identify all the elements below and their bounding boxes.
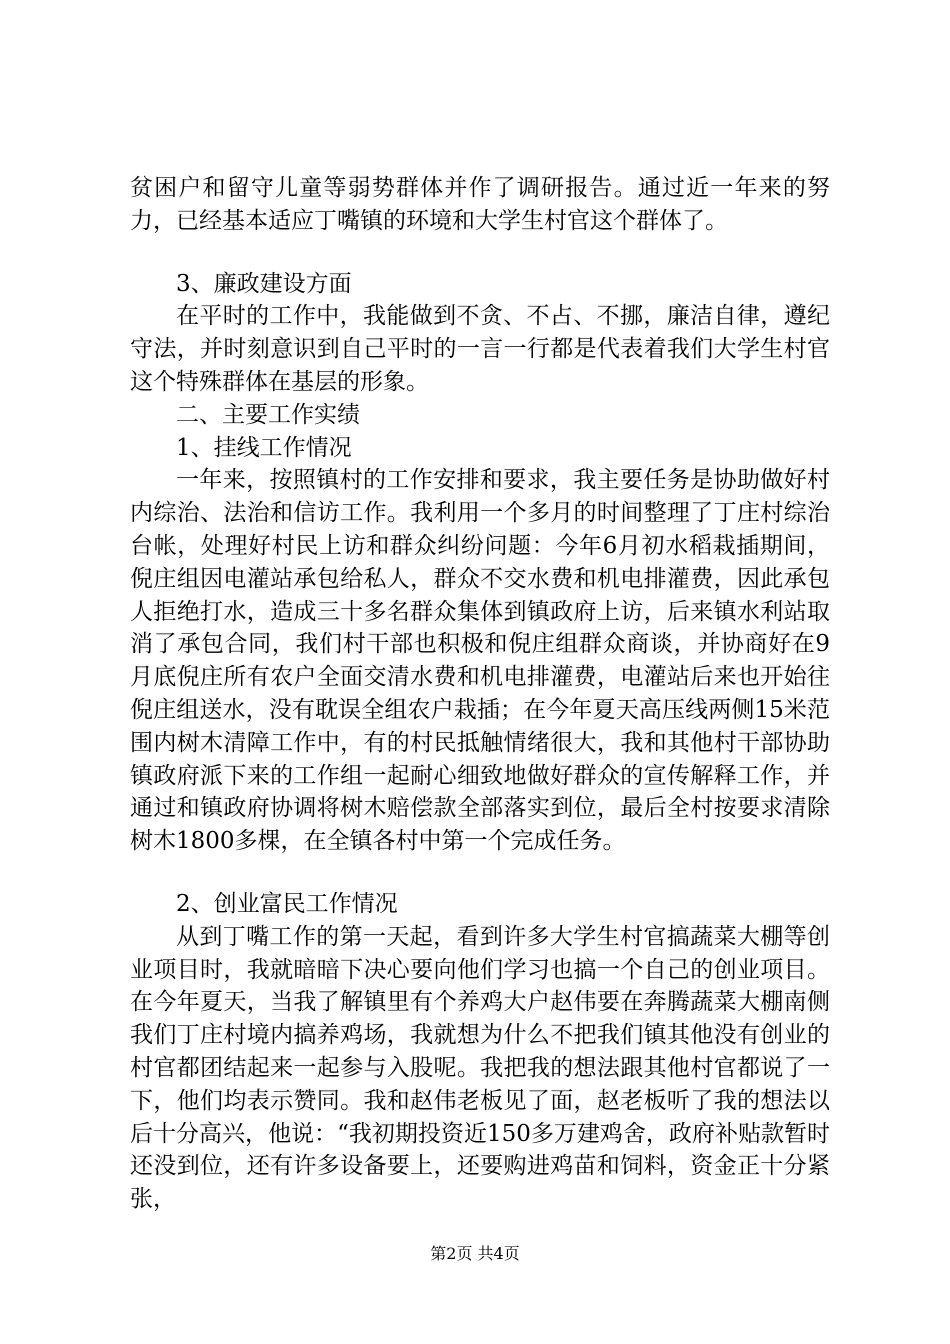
section-heading: 1、挂线工作情况 — [176, 434, 352, 461]
page-number-footer: 第2页 共4页 — [430, 1244, 520, 1263]
body-paragraph: 从到丁嘴工作的第一天起，看到许多大学生村官搞蔬菜大棚等创业项目时，我就暗暗下决心要向他们学习也搞一个自己的创业项目。在今年夏天，当我了解镇里有个养鸡大户赵伟要在奔腾蔬菜大棚南侧我们丁庄村境内搞养鸡场，我就想为什么不把我们镇其他没有创业的村官都团结起来一起参与入股呢。我把我的想法跟其他村官都说了一下，他们均表示赞同。我和赵伟老板见了面，赵老板听了我的想法以后十分高兴，他说：“我初期投资近150多万建鸡舍，政府补贴款暂时还没到位，还有许多设备要上，还要购进鸡苗和饲料，资金正十分紧张， — [130, 923, 830, 1213]
body-paragraph: 贫困户和留守儿童等弱势群体并作了调研报告。通过近一年来的努力，已经基本适应丁嘴镇的环境和大学生村官这个群体了。 — [130, 175, 830, 234]
section-heading: 二、主要工作实绩 — [176, 401, 360, 428]
paragraph-gap — [130, 858, 830, 888]
body-paragraph: 在平时的工作中，我能做到不贪、不占、不挪，廉洁自律，遵纪守法，并时刻意识到自己平时的一言一行都是代表着我们大学生村官这个特殊群体在基层的形象。 — [130, 303, 830, 395]
body-paragraph: 一年来，按照镇村的工作安排和要求，我主要任务是协助做好村内综治、法治和信访工作。我利用一个多月的时间整理了丁庄村综治台帐，处理好村民上访和群众纠纷问题：今年6月初水稻栽插期间，倪庄组因电灌站承包给私人，群众不交水费和机电排灌费，因此承包人拒绝打水，造成三十多名群众集体到镇政府上访，后来镇水利站取消了承包合同，我们村干部也积极和倪庄组群众商谈，并协商好在9月底倪庄所有农户全面交清水费和机电排灌费，电灌站后来也开始往倪庄组送水，没有耽误全组农户栽插；在今年夏天高压线两侧15米范围内树木清障工作中，有的村民抵触情绪很大，我和其他村干部协助镇政府派下来的工作组一起耐心细致地做好群众的宣传解释工作，并通过和镇政府协调将树木赔偿款全部落实到位，最后全村按要求清除树木1800多棵，在全镇各村中第一个完成任务。 — [130, 467, 830, 855]
document-body — [130, 172, 830, 1216]
section-heading: 2、创业富民工作情况 — [176, 890, 398, 917]
section-heading: 3、廉政建设方面 — [176, 270, 352, 297]
paragraph-gap — [130, 238, 830, 268]
